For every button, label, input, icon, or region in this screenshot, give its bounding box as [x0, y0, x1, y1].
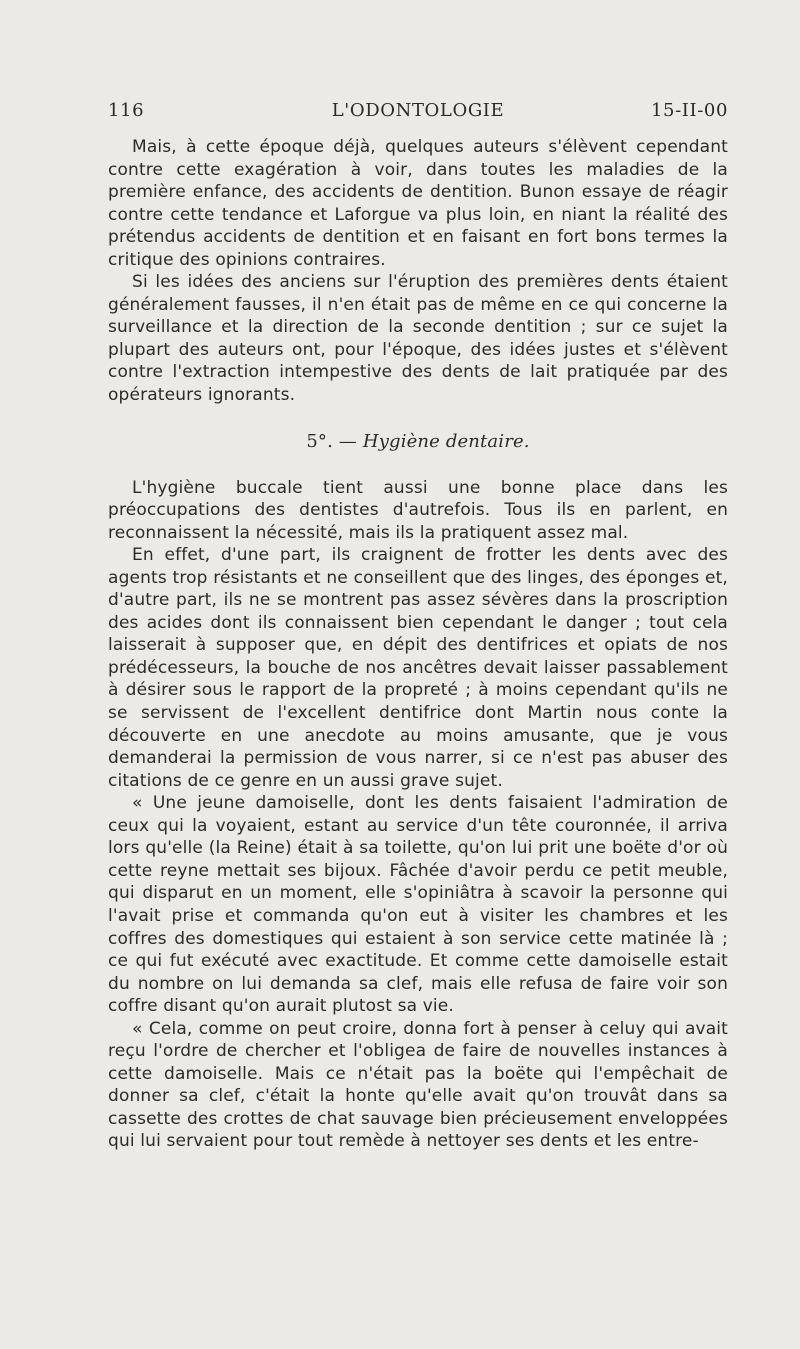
paragraph: « Une jeune damoiselle, dont les dents faisaient l'admiration de ceux qui la voyaient, estant au service d'un tête couronnée, il arriva lors qu'elle (la Reine) était à sa toilette, qu'on lui prit une boëte d'or où cette reyne mettait ses bijoux. Fâchée d'avoir perdu ce petit meuble, qui disparut en un moment, elle s'opiniâtra à scavoir la personne qui l'avait prise et commanda qu'on eut à visiter les chambres et les coffres des domestiques qui estaient à son service cette matinée là ; ce qui fut exécuté avec exactitude. Et comme cette damoiselle estait du nombre on lui demanda sa clef, mais elle refusa de faire voir son coffre disant qu'on aurait plutost sa vie. — [108, 793, 728, 1017]
paragraph: L'hygiène buccale tient aussi une bonne place dans les préoccupations des dentistes d'autrefois. Tous ils en parlent, en reconnaissent la nécessité, mais ils la pratiquent assez mal. — [108, 477, 728, 543]
paragraph: « Cela, comme on peut croire, donna fort à penser à celuy qui avait reçu l'ordre de chercher et l'obligea de faire de nouvelles instances à cette damoiselle. Mais ce n'était pas la boëte qui l'empêchait de donner sa clef, c'était la honte qu'elle avait qu'on trouvât dans sa cassette des crottes de chat sauvage bien précieusement enveloppées qui lui servaient pour tout remède à nettoyer ses dents et les entre- — [108, 1018, 728, 1152]
paragraph: Mais, à cette époque déjà, quelques auteurs s'élèvent cependant contre cette exagération à voir, dans toutes les maladies de la première enfance, des accidents de dentition. Bunon essaye de réagir contre cette tendance et Laforgue va plus loin, en niant la réalité des prétendus accidents de dentition et en faisant en fort bons termes la critique des opinions contraires. — [108, 137, 728, 270]
section-heading — [108, 407, 728, 477]
paragraph: Si les idées des anciens sur l'éruption des premières dents étaient généralement fausses, il n'en était pas de même en ce qui concerne la surveillance et la direction de la seconde dentition ; sur ce sujet la plupart des auteurs ont, pour l'époque, des idées justes et s'élèvent contre l'extraction intempestive des dents de lait pratiquée par des opérateurs ignorants. — [108, 272, 728, 406]
section-number: 5°. — — [306, 430, 363, 452]
section-title: Hygiène dentaire. — [362, 430, 530, 452]
issue-date: 15-II-00 — [651, 100, 728, 121]
body-text — [108, 136, 728, 1153]
paragraph: En effet, d'une part, ils craignent de frotter les dents avec des agents trop résistants et ne conseillent que des linges, des éponges et, d'autre part, ils ne se montrent pas assez sévères dans la proscription des acides dont ils connaissent bien cependant le danger ; tout cela laisserait à supposer que, en dépit des dentifrices et opiats de nos prédécesseurs, la bouche de nos ancêtres devait laisser passablement à désirer sous le rapport de la propreté ; à moins cependant qu'ils ne se servissent de l'excellent dentifrice dont Martin nous conte la découverte en une anecdote au moins amusante, que je vous demanderai la permission de vous narrer, si ce n'est pas abuser des citations de ce genre en un aussi grave sujet. — [108, 545, 728, 791]
running-header — [108, 100, 728, 126]
journal-title: L'ODONTOLOGIE — [331, 100, 505, 121]
page-number: 116 — [108, 100, 145, 121]
